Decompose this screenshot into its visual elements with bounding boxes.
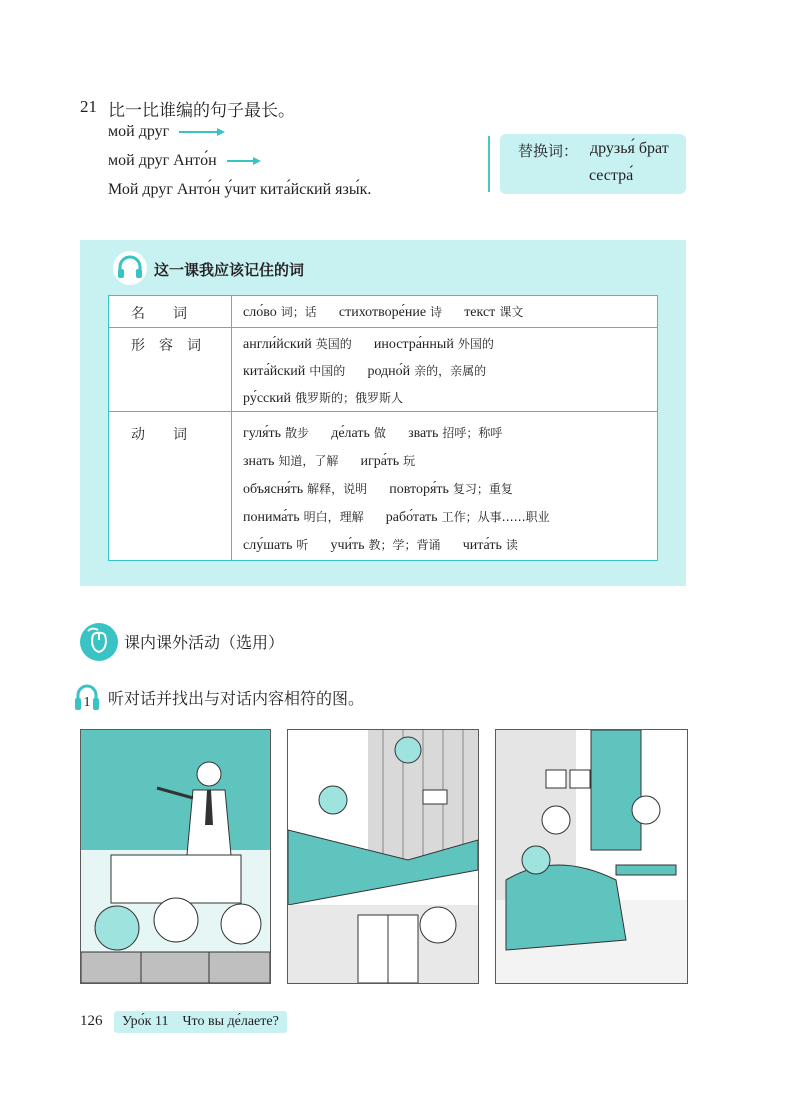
russian-word: текст [464,305,496,320]
chinese-gloss: 复习；重复 [452,482,513,496]
chinese-gloss: 教；学；背诵 [368,538,441,552]
russian-word: объясня́ть [243,482,304,497]
chinese-gloss: 解释，说明 [307,482,368,496]
arrow-right-icon [227,156,261,166]
lesson-badge: Уро́к 11 Что вы де́лаете? [114,1011,287,1033]
mouse-icon [79,622,119,662]
russian-word: слу́шать [243,538,293,553]
vocab-line [243,480,531,498]
vocab-line [243,303,541,321]
chinese-gloss: 中国的 [309,364,346,378]
vocabulary-title: 这一课我应该记住的词 [154,261,305,279]
arrow-right-icon [179,127,225,137]
exercise-number: 21 [80,97,97,116]
vocab-line [243,452,433,470]
russian-word: стихотворе́ние [338,305,427,320]
page-number: 126 [80,1013,103,1029]
exercise-instruction: 比一比谁编的句子最长。 [108,101,295,121]
chinese-gloss: 读 [505,538,518,552]
chinese-gloss: 俄罗斯的；俄罗斯人 [295,391,404,405]
russian-word: сло́во [243,305,277,320]
substitution-divider [488,136,490,192]
chinese-gloss: 玩 [403,454,416,468]
living-room-illustration [496,730,687,983]
reading-illustration [288,730,478,983]
picture-reading [287,729,479,984]
russian-word: чита́ть [462,538,502,553]
chinese-gloss: 听 [296,538,309,552]
russian-word: англи́йский [243,337,312,352]
classroom-illustration [81,730,270,983]
pos-label-adjective: 形 容 词 [131,338,201,354]
vocab-line [243,424,520,442]
headphones-icon [112,250,148,286]
chinese-gloss: 亲的，亲属的 [414,364,487,378]
vocab-line [243,508,568,526]
russian-word: кита́йский [243,364,306,379]
chinese-gloss: 外国的 [457,337,494,351]
vocab-line [243,536,536,554]
vocab-line [243,335,512,353]
sentence-line-3: Мой друг Анто́н у́чит кита́йский язы́к. [108,181,372,198]
substitution-label: 替换词： [518,142,579,160]
exercise-instruction: 听对话并找出与对话内容相符的图。 [108,689,365,708]
chinese-gloss: 散步 [285,426,310,440]
russian-word: рабо́тать [385,510,438,525]
russian-word: учи́ть [330,538,365,553]
chinese-gloss: 课文 [499,305,524,319]
listening-icon [72,680,102,716]
russian-word: звать [408,426,439,441]
activities-title: 课内课外活动（选用） [124,633,285,652]
chinese-gloss: 知道，了解 [278,454,339,468]
picture-classroom [80,729,271,984]
chinese-gloss: 英国的 [315,337,352,351]
sentence-text: мой друг [108,123,170,140]
russian-word: ру́сский [243,391,292,406]
russian-word: де́лать [331,426,370,441]
sentence-line-1 [108,123,225,141]
chinese-gloss: 招呼；称呼 [442,426,503,440]
substitution-words-2: сестра́ [589,167,634,184]
russian-word: иностра́нный [373,337,454,352]
russian-word: гуля́ть [243,426,282,441]
sentence-line-2 [108,152,261,170]
chinese-gloss: 诗 [430,305,443,319]
russian-word: повторя́ть [389,482,449,497]
table-rule [231,296,232,560]
vocab-line [243,362,504,380]
table-rule [109,411,657,412]
chinese-gloss: 明白，理解 [303,510,364,524]
chinese-gloss: 做 [373,426,386,440]
russian-word: родно́й [367,364,411,379]
pos-label-verb: 动 词 [131,427,187,443]
chinese-gloss: 工作；从事……职业 [441,510,550,524]
picture-living-room [495,729,688,984]
table-rule [109,327,657,328]
vocab-line [243,389,421,407]
substitution-words-1: друзья́ брат [590,140,669,157]
russian-word: понима́ть [243,510,300,525]
russian-word: знать [243,454,275,469]
pos-label-noun: 名 词 [131,306,187,322]
russian-word: игра́ть [360,454,400,469]
exercise-number: 1 [83,695,91,710]
vocabulary-table [108,295,658,561]
sentence-text: мой друг Анто́н [108,152,217,169]
chinese-gloss: 词；话 [280,305,317,319]
